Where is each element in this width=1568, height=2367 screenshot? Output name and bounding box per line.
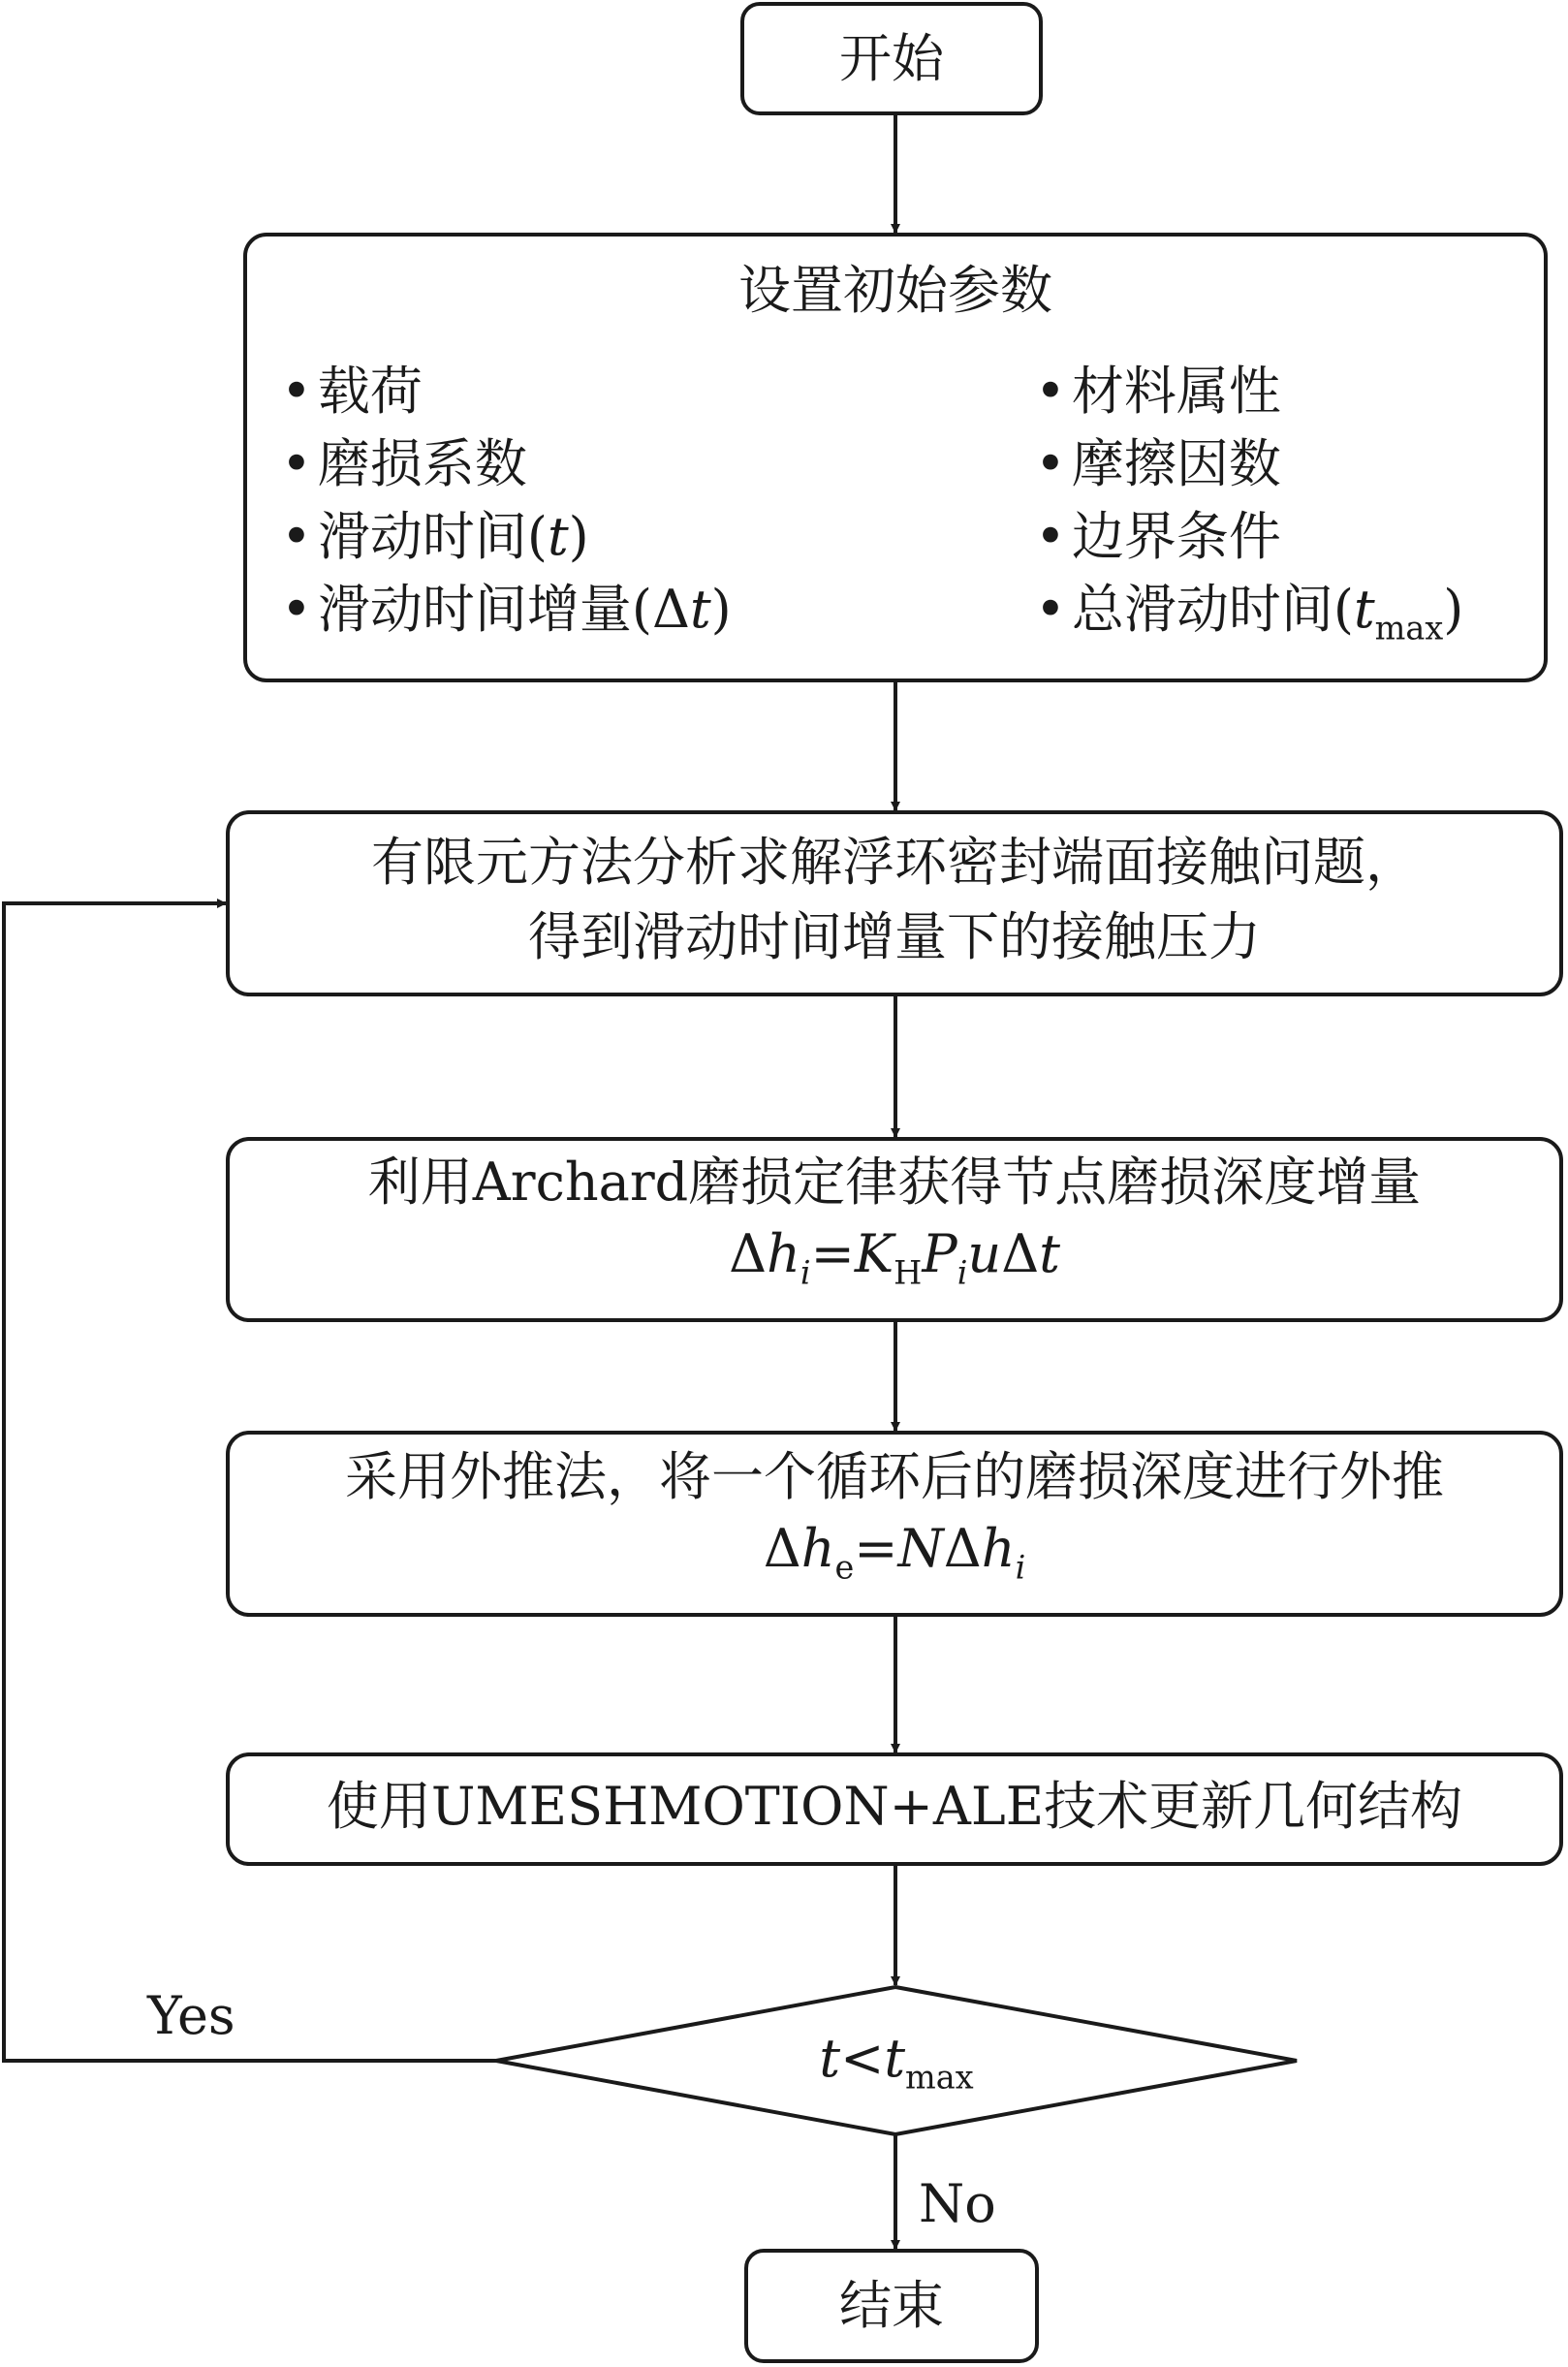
params-title: 设置初始参数 [738,260,1052,321]
param-sliding-time-increment: • 滑动时间增量(Δt) [281,579,732,642]
update-label: 使用UMESHMOTION+ALE技术更新几何结构 [326,1776,1463,1837]
decision-label: $t<t_{max}$ [819,2028,974,2097]
yes-label: Yes [147,1985,235,2046]
fem-line-2: 得到滑动时间增量下的接触压力 [528,906,1261,967]
param-friction-factor: • 摩擦因数 [1035,433,1281,496]
archard-equation: $\Delta h_i=K_HP_iu\Delta t$ [729,1223,1060,1292]
param-load: • 载荷 [281,361,423,424]
fem-line-1: 有限元方法分析求解浮环密封端面接触问题， [371,832,1418,893]
extrap-line-1: 采用外推法，将一个循环后的磨损深度进行外推 [345,1446,1444,1507]
param-sliding-time: • 滑动时间(t) [281,506,589,569]
end-label: 结束 [839,2275,944,2336]
no-label: No [919,2173,996,2234]
param-material-properties: • 材料属性 [1035,361,1281,424]
param-total-sliding-time: • 总滑动时间$(t_{max})$ [1035,579,1463,648]
start-label: 开始 [839,28,944,89]
param-wear-coefficient: • 磨损系数 [281,433,527,496]
extrap-equation: $\Delta h_e=N\Delta h_i$ [763,1518,1026,1587]
param-boundary-conditions: • 边界条件 [1035,506,1281,569]
archard-line-1: 利用Archard磨损定律获得节点磨损深度增量 [367,1152,1422,1213]
